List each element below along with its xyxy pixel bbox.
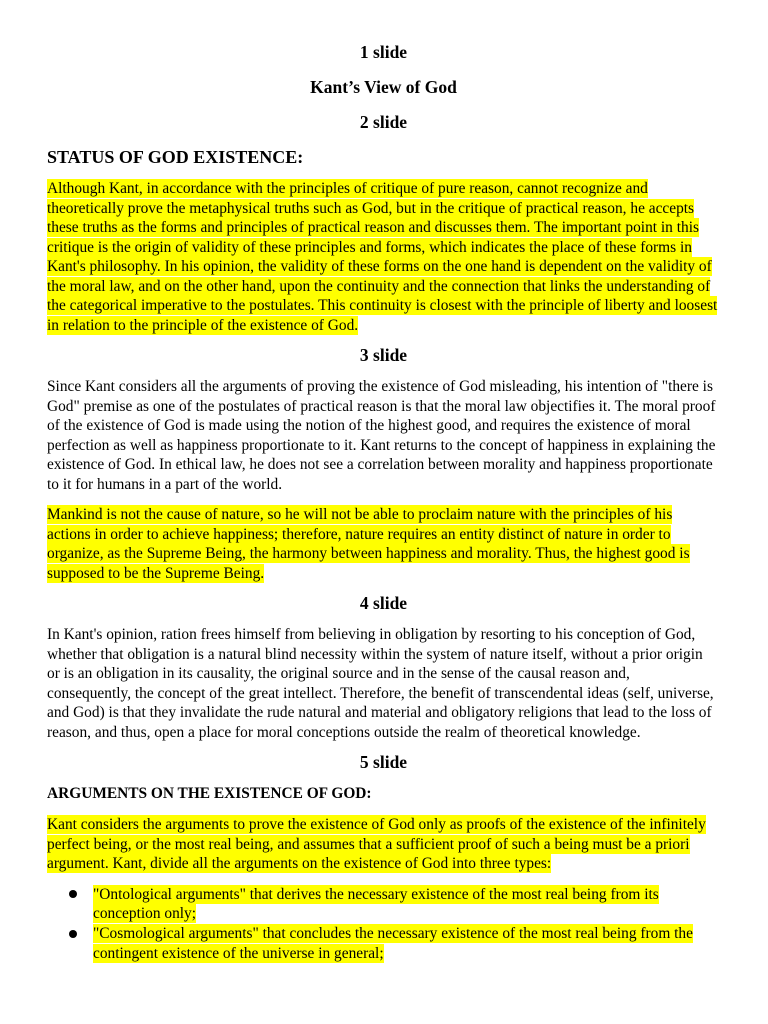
section-heading-status: STATUS OF GOD EXISTENCE:	[47, 147, 304, 167]
slide-label-5: 5 slide	[359, 752, 408, 772]
paragraph-line: consequently, the concept of the great intellect. Therefore, the benefit of transcendental ideas (self, universe,	[47, 684, 714, 702]
bullet-line: "Cosmological arguments" that concludes the necessary existence of the most real being from the	[93, 925, 693, 942]
paragraph-line: of the existence of God is made using the notion of the highest good, and requires the existence of moral	[47, 417, 691, 434]
paragraph-line: Mankind is not the cause of nature, so he will not be able to proclaim nature with the principles of his	[47, 506, 673, 523]
paragraph-line: existence of God. In ethical law, he does not see a correlation between morality and happiness proportionate	[47, 456, 713, 473]
bullet-line: "Ontological arguments" that derives the necessary existence of the most real being from its	[93, 885, 659, 903]
paragraph-line: perfection as well as happiness proportionate to it. Kant returns to the concept of happiness in explaining the	[47, 436, 716, 454]
bullet-line: conception only;	[93, 905, 197, 922]
bullet-item-cosmological	[47, 924, 720, 963]
slide-label-4: 4 slide	[359, 593, 408, 613]
paragraph-line: Since Kant considers all the arguments of proving the existence of God misleading, his intention of "there is	[47, 378, 713, 395]
bullet-icon	[69, 930, 77, 938]
slide-label-2: 2 slide	[359, 112, 408, 132]
paragraph-status-of-god	[47, 179, 720, 335]
paragraph-line: organize, as the Supreme Being, the harmony between happiness and morality. Thus, the highest good is	[47, 545, 690, 562]
paragraph-line: theoretically prove the metaphysical truths such as God, but in the critique of practical reason, he accepts	[47, 199, 695, 217]
paragraph-line: to it for humans in a part of the world.	[47, 475, 283, 493]
paragraph-supreme-being	[47, 505, 720, 583]
paragraph-line: or is an obligation in its causality, the original source and in the sense of the causal reason and,	[47, 665, 630, 682]
slide-label-1: 1 slide	[359, 42, 408, 62]
paragraph-line: the categorical imperative to the postulates. This continuity is closest with the principle of liberty and loosest	[47, 297, 718, 314]
paragraph-line: Kant considers the arguments to prove the existence of God only as proofs of the existence of the infinitely	[47, 816, 706, 833]
paragraph-moral-proof	[47, 377, 720, 494]
paragraph-line: these truths as the forms and principles of practical reason and discusses them. The important point in this	[47, 219, 699, 236]
bullet-icon	[69, 890, 77, 898]
section-heading-arguments: ARGUMENTS ON THE EXISTENCE OF GOD:	[47, 785, 372, 802]
paragraph-arguments-intro	[47, 815, 720, 873]
slide-label-3: 3 slide	[359, 345, 408, 365]
paragraph-transcendental-ideas	[47, 625, 720, 742]
paragraph-line: God" premise as one of the postulates of practical reason is that the moral law objectifies it. The moral proof	[47, 397, 716, 415]
document-title: Kant’s View of God	[310, 77, 457, 97]
paragraph-line: supposed to be the Supreme Being.	[47, 564, 265, 582]
paragraph-line: In Kant's opinion, ration frees himself from believing in obligation by resorting to his conception of God,	[47, 626, 696, 643]
paragraph-line: critique is the origin of validity of these principles and forms, which indicates the place of these forms in	[47, 238, 692, 256]
paragraph-line: Kant's philosophy. In his opinion, the validity of these forms on the one hand is dependent on the validity of	[47, 258, 712, 275]
paragraph-line: whether that obligation is a natural blind necessity within the system of nature itself, without a prior origin	[47, 645, 703, 663]
paragraph-line: actions in order to achieve happiness; therefore, nature requires an entity distinct of nature in order to	[47, 525, 671, 543]
paragraph-line: reason, and thus, open a place for moral conceptions outside the realm of theoretical knowledge.	[47, 723, 641, 741]
bullet-item-ontological	[47, 885, 720, 924]
paragraph-line: in relation to the principle of the existence of God.	[47, 316, 359, 334]
paragraph-line: argument. Kant, divide all the arguments on the existence of God into three types:	[47, 855, 552, 872]
paragraph-line: Although Kant, in accordance with the principles of critique of pure reason, cannot recognize and	[47, 180, 648, 197]
paragraph-line: the moral law, and on the other hand, upon the continuity and the connection that links the understanding of	[47, 277, 711, 295]
bullet-line: contingent existence of the universe in general;	[93, 944, 384, 962]
paragraph-line: perfect being, or the most real being, and assumes that a sufficient proof of such a being must be a priori	[47, 835, 690, 853]
paragraph-line: and God) is that they invalidate the rude natural and material and obligatory religions that lead to the loss of	[47, 704, 712, 721]
